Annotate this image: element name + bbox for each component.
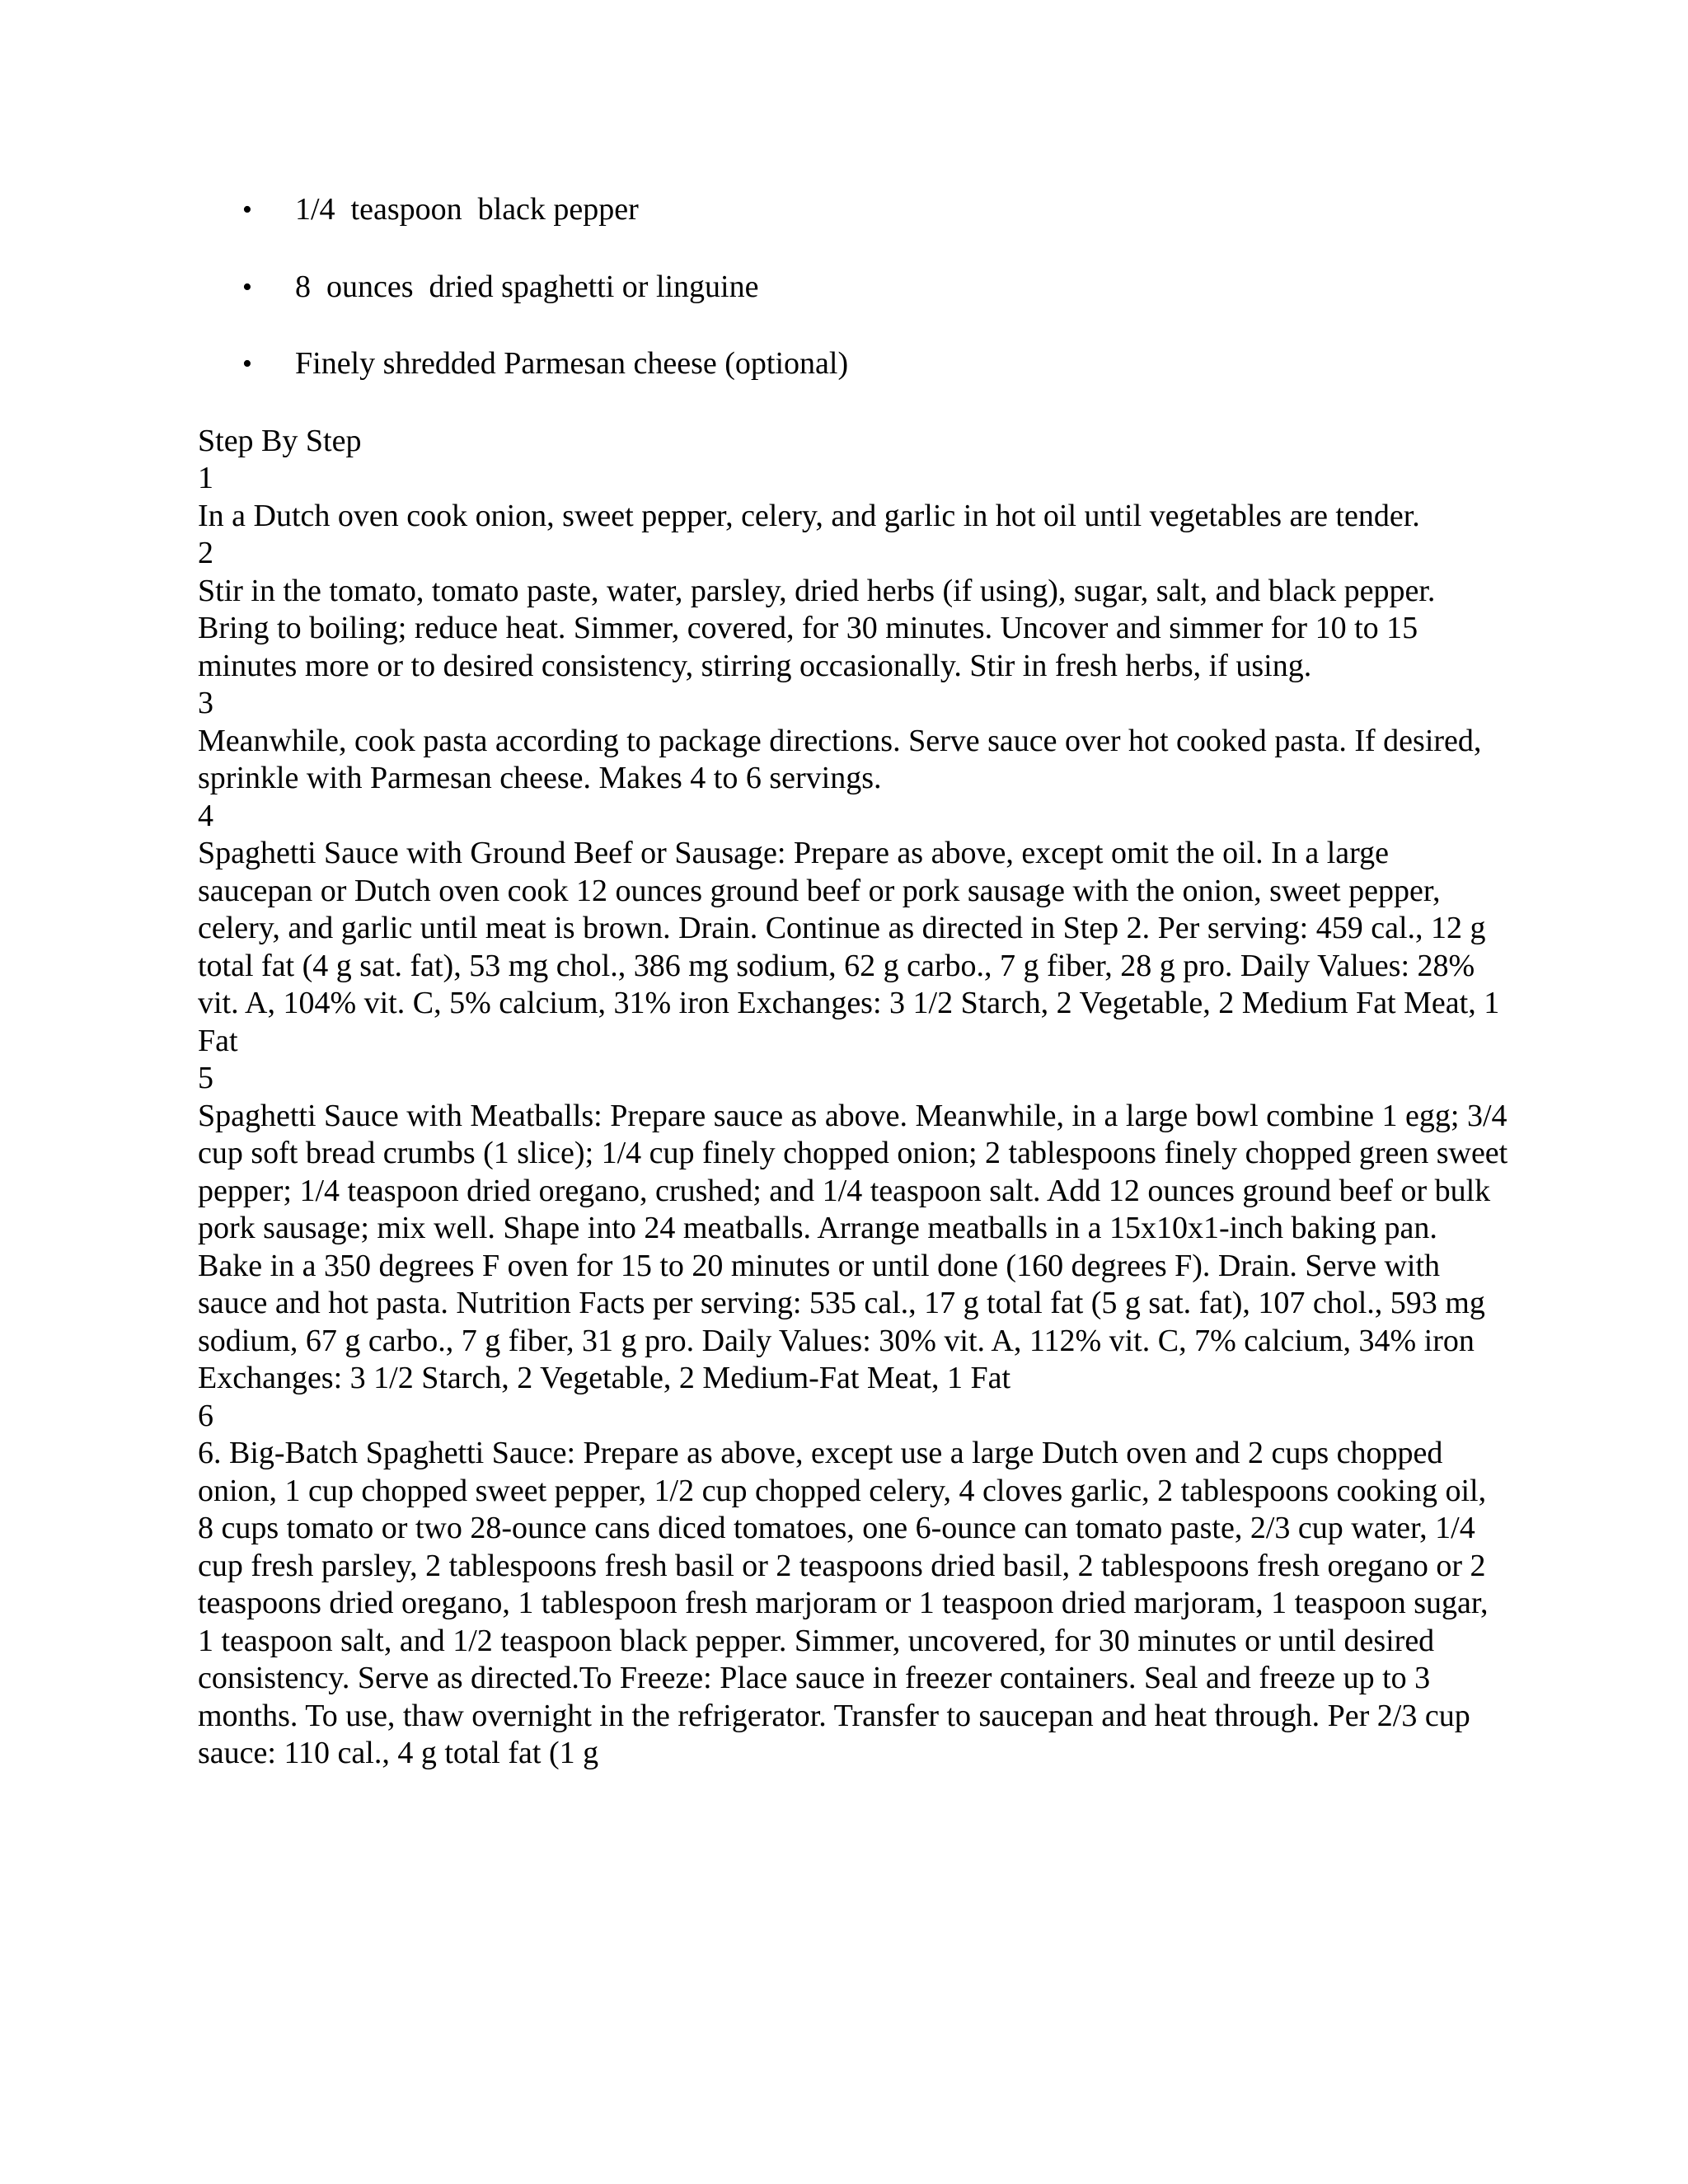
ingredient-item xyxy=(198,345,1508,383)
step-number: 1 xyxy=(198,461,213,495)
steps-list xyxy=(198,460,1508,1773)
step-item xyxy=(198,685,1508,798)
bullet-icon: • xyxy=(242,271,252,302)
document-page xyxy=(198,191,1508,1773)
step-number: 2 xyxy=(198,536,213,570)
step-text: Meanwhile, cook pasta according to package directions. Serve sauce over hot cooked pasta. If desired, sprinkle with Parmesan cheese. Makes 4 to 6 servings. xyxy=(198,723,1482,795)
step-item xyxy=(198,1398,1508,1773)
section-title: Step By Step xyxy=(198,423,362,458)
step-number: 3 xyxy=(198,686,213,720)
bullet-icon: • xyxy=(242,349,252,379)
step-number: 5 xyxy=(198,1061,213,1095)
ingredient-item xyxy=(198,269,1508,307)
bullet-icon: • xyxy=(242,194,252,225)
step-text: Spaghetti Sauce with Ground Beef or Sausage: Prepare as above, except omit the oil. In a large saucepan or Dutch oven cook 12 ounces ground beef or pork sausage with the onion, sweet pepper, celery, and garlic until meat is brown. Drain. Continue as directed in Step 2. Per serving: 459 cal., 12 g total fat (4 g sat. fat), 53 mg chol., 386 mg sodium, 62 g carbo., 7 g fiber, 28 g pro. Daily Values: 28% vit. A, 104% vit. C, 5% calcium, 31% iron Exchanges: 3 1/2 Starch, 2 Vegetable, 2 Medium Fat Meat, 1 Fat xyxy=(198,836,1500,1058)
ingredient-text: Finely shredded Parmesan cheese (optional) xyxy=(295,346,849,381)
step-number: 6 xyxy=(198,1398,213,1433)
step-item xyxy=(198,1060,1508,1398)
step-text: In a Dutch oven cook onion, sweet pepper, celery, and garlic in hot oil until vegetables are tender. xyxy=(198,498,1420,533)
step-text: Stir in the tomato, tomato paste, water, parsley, dried herbs (if using), sugar, salt, and black pepper. Bring to boiling; reduce heat. Simmer, covered, for 30 minutes. Uncover and simmer for 10 to 15 minutes more or to desired consistency, stirring occasionally. Stir in fresh herbs, if using. xyxy=(198,573,1436,683)
step-text: Spaghetti Sauce with Meatballs: Prepare sauce as above. Meanwhile, in a large bowl combine 1 egg; 3/4 cup soft bread crumbs (1 slice); 1/4 cup finely chopped onion; 2 tablespoons finely chopped green sweet pepper; 1/4 teaspoon dried oregano, crushed; and 1/4 teaspoon salt. Add 12 ounces ground beef or bulk pork sausage; mix well. Shape into 24 meatballs. Arrange meatballs in a 15x10x1-inch baking pan. Bake in a 350 degrees F oven for 15 to 20 minutes or until done (160 degrees F). Drain. Serve with sauce and hot pasta. Nutrition Facts per serving: 535 cal., 17 g total fat (5 g sat. fat), 107 chol., 593 mg sodium, 67 g carbo., 7 g fiber, 31 g pro. Daily Values: 30% vit. A, 112% vit. C, 7% calcium, 34% iron Exchanges: 3 1/2 Starch, 2 Vegetable, 2 Medium-Fat Meat, 1 Fat xyxy=(198,1098,1508,1395)
ingredient-text: 1/4 teaspoon black pepper xyxy=(295,192,639,227)
step-number: 4 xyxy=(198,798,213,833)
step-item xyxy=(198,460,1508,535)
ingredient-item xyxy=(198,191,1508,229)
step-item xyxy=(198,798,1508,1061)
ingredient-list xyxy=(198,191,1508,383)
step-item xyxy=(198,535,1508,685)
step-text: 6. Big-Batch Spaghetti Sauce: Prepare as above, except use a large Dutch oven and 2 cups chopped onion, 1 cup chopped sweet pepper, 1/2 cup chopped celery, 4 cloves garlic, 2 tablespoons cooking oil, 8 cups tomato or two 28-ounce cans diced tomatoes, one 6-ounce can tomato paste, 2/3 cup water, 1/4 cup fresh parsley, 2 tablespoons fresh basil or 2 teaspoons dried basil, 2 tablespoons fresh oregano or 2 teaspoons dried oregano, 1 tablespoon fresh marjoram or 1 teaspoon dried marjoram, 1 teaspoon sugar, 1 teaspoon salt, and 1/2 teaspoon black pepper. Simmer, uncovered, for 30 minutes or until desired consistency. Serve as directed.To Freeze: Place sauce in freezer containers. Seal and freeze up to 3 months. To use, thaw overnight in the refrigerator. Transfer to saucepan and heat through. Per 2/3 cup sauce: 110 cal., 4 g total fat (1 g xyxy=(198,1436,1489,1770)
ingredient-text: 8 ounces dried spaghetti or linguine xyxy=(295,269,759,304)
